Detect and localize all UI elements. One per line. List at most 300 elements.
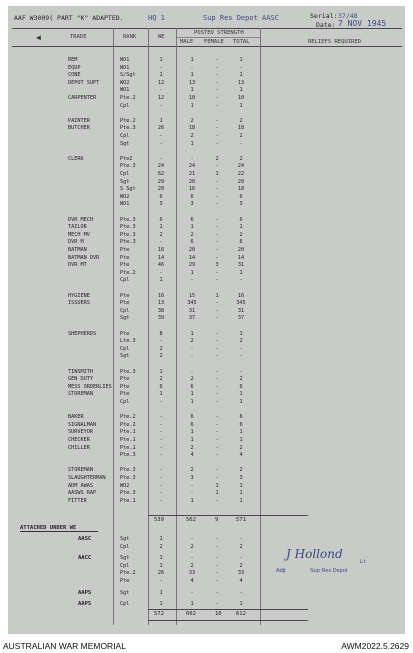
cell-female: - (215, 125, 219, 132)
cell-male: 20 (188, 247, 196, 253)
cell-female: - (215, 345, 219, 352)
grand-total-male: 602 (186, 611, 196, 617)
cell-trade: CHECKER (68, 437, 90, 443)
col-header-posted-strength: POSTED STRENGTH (194, 30, 244, 36)
cell-we: 1 (159, 555, 163, 562)
cell-rank: Sgt (120, 555, 130, 562)
cell-male: 4 (190, 578, 194, 584)
cell-female: - (215, 57, 219, 63)
cell-we: - (159, 452, 163, 459)
cell-male: 6 (190, 193, 194, 200)
cell-male: - (190, 536, 194, 542)
cell-female: - (215, 399, 219, 405)
cell-we: 12 (157, 79, 165, 86)
cell-total: 1 (239, 391, 243, 398)
cell-total: 20 (237, 178, 245, 185)
cell-male: 1 (190, 102, 194, 109)
cell-female: - (215, 178, 219, 185)
cell-female: - (215, 452, 219, 459)
grand-total-bottom-rule (148, 620, 308, 621)
cell-male: 2 (190, 444, 194, 451)
cell-we: - (159, 140, 163, 147)
subtotal-female: 9 (215, 517, 219, 523)
cell-male: - (190, 368, 194, 375)
serial-label: Serial: (310, 12, 338, 20)
cell-total: 16 (237, 292, 245, 299)
cell-we: 2 (159, 231, 163, 238)
cell-trade: DEPOT SUPT (68, 79, 100, 86)
cell-trade: ISSUERS (68, 300, 90, 307)
attached-group-label: AACC (78, 555, 92, 562)
cell-we: - (159, 421, 163, 428)
cell-total: 2 (239, 117, 243, 124)
cell-female: - (215, 300, 219, 307)
cell-rank: Sgt (120, 178, 130, 185)
cell-rank: WO2 (120, 193, 130, 200)
cell-male: 20 (188, 178, 196, 185)
cell-male: 345 (187, 300, 197, 307)
cell-we: - (159, 64, 163, 71)
cell-female: - (215, 95, 219, 101)
cell-we: 26 (157, 570, 165, 577)
cell-trade: TAILOR (68, 224, 87, 231)
document-sheet (8, 6, 405, 634)
cell-total: 1 (239, 429, 243, 436)
cell-male: - (190, 353, 194, 360)
cell-male: 6 (190, 216, 194, 223)
cell-male: 1 (190, 224, 194, 231)
cell-trade: SHEPHERDS (68, 330, 97, 337)
col-header-male: MALE (180, 39, 194, 45)
cell-male: 2 (190, 543, 194, 550)
cell-male: 1 (190, 429, 194, 436)
cell-rank: Sgt (120, 315, 130, 322)
cell-total: 31 (237, 307, 245, 314)
cell-male: 3 (190, 201, 194, 208)
cell-male: 1 (190, 87, 194, 94)
cell-rank: Cpl (120, 277, 130, 284)
cell-total: 1 (239, 601, 243, 608)
cell-we: 1 (159, 562, 163, 569)
cell-total: 6 (239, 193, 243, 200)
cell-male: 18 (188, 125, 196, 132)
cell-total: - (239, 368, 243, 375)
col-header-female: FEMALE (204, 39, 224, 45)
cell-total: 10 (237, 95, 245, 101)
cell-rank: Pte.3 (120, 231, 136, 238)
cell-we: - (159, 444, 163, 451)
cell-trade: STOREMAN (68, 467, 93, 474)
cell-rank: S/Sgt (120, 72, 136, 79)
cell-female: - (215, 497, 219, 504)
cell-rank: Cpl (120, 543, 130, 550)
cell-female: - (215, 391, 219, 398)
cell-male: - (190, 345, 194, 352)
cell-male: - (190, 482, 194, 489)
cell-male: 6 (190, 383, 194, 390)
cell-rank: Pte.2 (120, 269, 136, 276)
cell-trade: FITTER (68, 497, 87, 504)
cell-rank: Cpl (120, 171, 130, 177)
cell-trade: CHILLER (68, 444, 90, 451)
cell-total: 1 (239, 330, 243, 337)
cell-male: 31 (188, 307, 196, 314)
header-bottom-rule (12, 46, 402, 47)
cell-male: - (190, 490, 194, 497)
cell-we: 1 (159, 72, 163, 79)
cell-we: 2 (159, 353, 163, 360)
cell-total: 20 (237, 247, 245, 253)
cell-rank: Pte (120, 292, 130, 299)
cell-rank: Cpl (120, 562, 130, 569)
cell-female: - (215, 536, 219, 542)
cell-female: - (215, 72, 219, 79)
cell-rank: Pte (120, 391, 130, 398)
cell-trade: BAKER (68, 414, 84, 421)
cell-female: - (215, 254, 219, 261)
cell-rank: S Sgt (120, 186, 136, 193)
signature: J Hollond (286, 547, 343, 561)
cell-trade: BATMAN DVR (68, 254, 100, 261)
cell-rank: Cpl (120, 601, 130, 608)
cell-total: 6 (239, 383, 243, 390)
attached-row (8, 543, 405, 551)
cell-female: - (215, 589, 219, 596)
cell-rank: Cpl (120, 399, 130, 405)
cell-total: - (239, 555, 243, 562)
cell-total: 2 (239, 133, 243, 139)
cell-female: - (215, 368, 219, 375)
cell-total: 1 (239, 269, 243, 276)
cell-total: - (239, 64, 243, 71)
cell-trade: GEN DUTY (68, 376, 93, 383)
cell-rank: Sgt (120, 353, 130, 360)
cell-rank: Pte (120, 330, 130, 337)
cell-rank: WO1 (120, 57, 130, 63)
cell-female: - (215, 117, 219, 124)
cell-male: 14 (188, 254, 196, 261)
cell-rank: Pte.2 (120, 570, 136, 577)
cell-we: 39 (157, 315, 165, 322)
cell-rank: Pte.3 (120, 368, 136, 375)
cell-rank: Pte (120, 254, 130, 261)
cell-male: - (190, 589, 194, 596)
cell-female: 1 (215, 292, 219, 299)
cell-total: 2 (239, 467, 243, 474)
cell-rank: WO1 (120, 87, 130, 94)
cell-female: - (215, 429, 219, 436)
date-label: Date: (316, 21, 336, 29)
cell-rank: Sgt (120, 589, 130, 596)
col-header-we: WE (158, 34, 165, 40)
table-row (8, 497, 405, 505)
cell-total: - (239, 353, 243, 360)
cell-male: 1 (190, 269, 194, 276)
subtotal-male: 562 (186, 517, 196, 523)
cell-male: 6 (190, 414, 194, 421)
cell-trade: HYGIENE (68, 292, 90, 299)
cell-trade: SIGNALMAN (68, 421, 97, 428)
cell-male: 3 (190, 475, 194, 481)
cell-total: 24 (237, 163, 245, 170)
cell-rank: Pte.3 (120, 452, 136, 459)
cell-we: 16 (157, 292, 165, 299)
cell-total: 1 (239, 482, 243, 489)
cell-total: 1 (239, 87, 243, 94)
grand-total-we: 572 (154, 611, 164, 617)
cell-trade: CLERK (68, 155, 84, 162)
cell-female: - (215, 277, 219, 284)
cell-total: - (239, 140, 243, 147)
cell-female: - (215, 570, 219, 577)
cell-total: 13 (237, 79, 245, 86)
cell-female: - (215, 601, 219, 608)
attached-row (8, 600, 405, 608)
cell-rank: WO1 (120, 64, 130, 71)
attached-group-label: AAPS (78, 589, 92, 596)
cell-we: 24 (157, 163, 165, 170)
cell-rank: WO2 (120, 79, 130, 86)
footer-institution: AUSTRALIAN WAR MEMORIAL (3, 641, 126, 651)
cell-we: 8 (159, 330, 163, 337)
cell-trade: MESS ORDERLIES (68, 383, 112, 390)
cell-female: - (215, 330, 219, 337)
cell-trade: DVR MECH (68, 216, 93, 223)
cell-we: 6 (159, 216, 163, 223)
cell-we: 62 (157, 171, 165, 177)
cell-total: 18 (237, 186, 245, 193)
cell-total: - (239, 345, 243, 352)
cell-female: - (215, 353, 219, 360)
cell-total: 3 (239, 201, 243, 208)
cell-male: 1 (190, 399, 194, 405)
cell-rank: Pte.3 (120, 239, 136, 246)
cell-female: - (215, 102, 219, 109)
cell-trade: REM (68, 57, 78, 63)
cell-female: - (215, 239, 219, 246)
cell-female: 1 (215, 490, 219, 497)
cell-male: - (190, 555, 194, 562)
cell-total: 1 (239, 224, 243, 231)
cell-total: 18 (237, 125, 245, 132)
cell-male: 33 (188, 570, 196, 577)
cell-female: 1 (215, 482, 219, 489)
col-header-trade: TRADE (70, 34, 87, 40)
cell-trade: CARPENTER (68, 95, 97, 101)
cell-female: - (215, 163, 219, 170)
cell-total: 6 (239, 239, 243, 246)
cell-total: 1 (239, 399, 243, 405)
cell-we: - (159, 467, 163, 474)
cell-rank: Pte (120, 578, 130, 584)
posted-strength-rule (176, 37, 260, 38)
cell-we: - (159, 437, 163, 443)
cell-we: 6 (159, 383, 163, 390)
cell-female: - (215, 338, 219, 345)
cell-rank: Cpl (120, 133, 130, 139)
cell-male: 37 (188, 315, 196, 322)
cell-total: 2 (239, 231, 243, 238)
cell-we: 26 (157, 125, 165, 132)
cell-rank: Pte.3 (120, 475, 136, 481)
cell-we: - (159, 338, 163, 345)
cell-male: 29 (188, 262, 196, 269)
cell-male: 13 (188, 79, 196, 86)
cell-trade: EQUP (68, 64, 81, 71)
cell-female: - (215, 133, 219, 139)
cell-rank: Pte.1 (120, 429, 136, 436)
attached-heading: ATTACHED UNDER WE (20, 525, 77, 531)
cell-we: - (159, 269, 163, 276)
subtotal-we: 539 (154, 517, 164, 523)
date-stamp: 7 NOV 1945 (338, 19, 387, 28)
cell-we: 1 (159, 368, 163, 375)
cell-total: 31 (237, 262, 245, 269)
cell-we: - (159, 497, 163, 504)
cell-rank: Lte.3 (120, 338, 136, 345)
cell-trade: MECH MV (68, 231, 90, 238)
cell-male: 21 (188, 171, 196, 177)
cell-rank: Pte.3 (120, 224, 136, 231)
cell-we: 29 (157, 178, 165, 185)
cell-male: 4 (190, 452, 194, 459)
cell-rank: Pte.3 (120, 467, 136, 474)
cell-total: 2 (239, 376, 243, 383)
cell-female: - (215, 307, 219, 314)
cell-total: 1 (239, 490, 243, 497)
cell-trade: SURVEYOR (68, 429, 93, 436)
cell-male: 10 (188, 95, 196, 101)
cell-total: 6 (239, 414, 243, 421)
cell-rank: Pte.3 (120, 163, 136, 170)
cell-rank: Pte (120, 262, 130, 269)
cell-female: - (215, 140, 219, 147)
cell-we: 38 (157, 307, 165, 314)
cell-trade: DVR MT (68, 262, 87, 269)
cell-male: 24 (188, 163, 196, 170)
cell-rank: Pte.3 (120, 216, 136, 223)
cell-male: 2 (190, 338, 194, 345)
cell-rank: Pte.2 (120, 95, 136, 101)
cell-we: - (159, 133, 163, 139)
cell-we: 3 (159, 201, 163, 208)
cell-total: 33 (237, 570, 245, 577)
cell-male: 1 (190, 72, 194, 79)
cell-total: 1 (239, 57, 243, 63)
cell-rank: Pte.2 (120, 414, 136, 421)
grand-total-female: 10 (215, 611, 222, 617)
cell-male: 1 (190, 497, 194, 504)
cell-female: - (215, 79, 219, 86)
cell-total: 4 (239, 452, 243, 459)
cell-female: - (215, 414, 219, 421)
attached-group-label: AAPS (78, 601, 92, 608)
cell-we: - (159, 414, 163, 421)
cell-total: 37 (237, 315, 245, 322)
cell-we: 46 (157, 262, 165, 269)
cell-male: 2 (190, 133, 194, 139)
cell-male: 1 (190, 330, 194, 337)
cell-trade: DVR M (68, 239, 84, 246)
cell-male: 1 (190, 57, 194, 63)
cell-female: - (215, 216, 219, 223)
cell-total: 2 (239, 562, 243, 569)
cell-trade: BATMAN (68, 247, 87, 253)
cell-female: 1 (215, 171, 219, 177)
col-header-rank: RANK (123, 34, 137, 40)
col-header-reliefs: RELIEFS REQUIRED (308, 39, 361, 45)
cell-total: 3 (239, 475, 243, 481)
cell-total: 14 (237, 254, 245, 261)
cell-we: 2 (159, 345, 163, 352)
cell-rank: Pte (120, 247, 130, 253)
cell-rank: Pte.1 (120, 497, 136, 504)
cell-female: 2 (215, 155, 219, 162)
cell-trade: ADM AWAS (68, 482, 93, 489)
cell-female: - (215, 543, 219, 550)
cell-female: 3 (215, 262, 219, 269)
cell-rank: Cpl (120, 345, 130, 352)
cell-female: - (215, 186, 219, 193)
cell-we: 2 (159, 543, 163, 550)
cell-female: - (215, 376, 219, 383)
cell-rank: Pte.3 (120, 125, 136, 132)
cell-rank: Pte (120, 300, 130, 307)
grand-total-total: 612 (236, 611, 246, 617)
cell-female: - (215, 269, 219, 276)
depot-stamp: Sup Res Depot AASC (203, 14, 279, 22)
cell-total: - (239, 277, 243, 284)
cell-we: 1 (159, 589, 163, 596)
cell-total: 2 (239, 444, 243, 451)
cell-we: - (159, 102, 163, 109)
cell-total: 2 (239, 338, 243, 345)
cell-male: 2 (190, 467, 194, 474)
cell-we: 14 (157, 254, 165, 261)
cell-male: - (190, 277, 194, 284)
subtotal-total: 571 (236, 517, 246, 523)
cell-we: 1 (159, 277, 163, 284)
cell-total: 6 (239, 216, 243, 223)
cell-female: - (215, 421, 219, 428)
cell-female: - (215, 231, 219, 238)
cell-male: 6 (190, 239, 194, 246)
cell-total: 345 (236, 300, 246, 307)
cell-female: - (215, 467, 219, 474)
header-top-rule (12, 28, 402, 29)
cell-we: 1 (159, 117, 163, 124)
cell-we: 13 (157, 300, 165, 307)
cell-we: 20 (157, 186, 165, 193)
cell-we: 1 (159, 224, 163, 231)
attached-row (8, 589, 405, 597)
cell-male: - (190, 155, 194, 162)
cell-trade: BUTCHER (68, 125, 90, 132)
col-header-total: TOTAL (233, 39, 250, 45)
cell-total: 1 (239, 102, 243, 109)
cell-male: 16 (188, 186, 196, 193)
cell-we: 1 (159, 391, 163, 398)
cell-total: 6 (239, 421, 243, 428)
cell-female: - (215, 201, 219, 208)
cell-male: 2 (190, 376, 194, 383)
cell-total: 2 (239, 543, 243, 550)
cell-we: - (159, 429, 163, 436)
cell-we: 12 (157, 95, 165, 101)
cell-female: - (215, 562, 219, 569)
corner-mark: ◀ (36, 33, 41, 42)
cell-male: 2 (190, 231, 194, 238)
